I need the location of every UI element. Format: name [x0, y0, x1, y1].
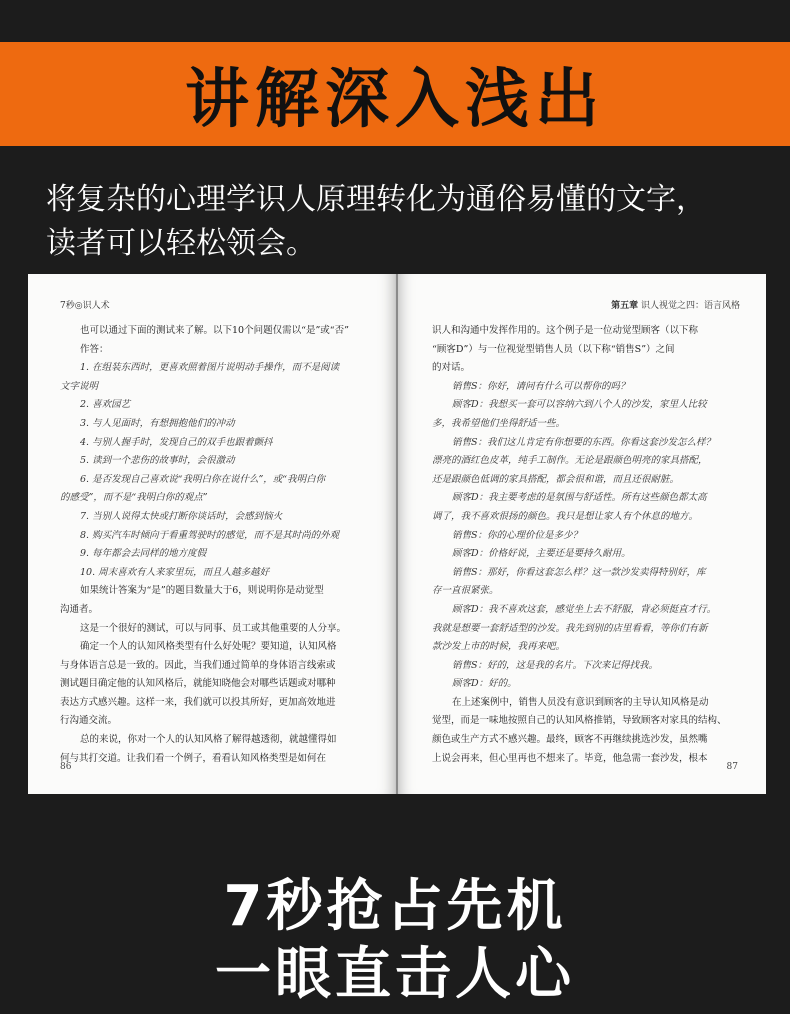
subtitle: [46, 178, 766, 266]
running-head-left: 7秒◎识人术: [60, 301, 110, 311]
subtitle-line-1: 将复杂的心理学识人原理转化为通俗易懂的文字，: [46, 182, 706, 217]
text-line: 多，我希望他们坐得舒适一些。: [432, 417, 566, 429]
text-line: 漂亮的酒红色皮革，纯手工制作。无论是跟颜色明亮的家具搭配，: [432, 455, 708, 467]
page-text-left: [60, 322, 365, 768]
slogan-line-2: 一眼直击人心: [215, 942, 575, 1007]
text-line: 9. 每年都会去同样的地方度假: [80, 548, 207, 560]
text-line: 表达方式感兴趣。这样一来，我们就可以投其所好，更加高效地进: [60, 696, 336, 708]
text-line: 作答：: [80, 343, 109, 355]
text-line: 测试题目确定他的认知风格后，就能知晓他会对哪些话题或对哪种: [60, 678, 336, 690]
text-line: 7. 当别人说得太快或打断你谈话时，会感到恼火: [80, 510, 283, 522]
running-head-right: [432, 298, 740, 322]
text-line: 顾客D：好的。: [452, 678, 517, 690]
open-book-photo: [28, 274, 766, 794]
text-line: “顾客D”）与一位视觉型销售人员（以下称“销售S”）之间: [432, 343, 675, 355]
text-line: 3. 与人见面时，有想拥抱他们的冲动: [80, 417, 235, 429]
slogan-line-1: 7秒抢占先机: [223, 874, 567, 939]
text-line: 存一直很紧张。: [432, 585, 499, 597]
text-line: 1. 在组装东西时，更喜欢照着图片说明动手操作，而不是阅读: [80, 362, 340, 374]
book-page-left: [28, 274, 396, 794]
text-line: 顾客D：我不喜欢这套，感觉坐上去不舒服，背必须挺直才行。: [452, 603, 717, 615]
text-line: 2. 喜欢园艺: [80, 399, 131, 411]
running-head-title: 识人视觉之四：语言风格: [640, 301, 740, 311]
text-line: 总的来说，你对一个人的认知风格了解得越透彻，就越懂得如: [80, 734, 337, 746]
book-page-right: [398, 274, 766, 794]
text-line: 行沟通交流。: [60, 715, 118, 727]
text-line: 上说会再来，但心里再也不想来了。毕竟，他急需一套沙发，根本: [432, 752, 708, 764]
text-line: 顾客D：我主要考虑的是氛围与舒适性。所有这些颜色都太高: [452, 492, 707, 504]
text-line: 销售S：那好，你看这套怎么样？这一款沙发卖得特别好，库: [452, 566, 706, 578]
text-line: 销售S：你的心理价位是多少？: [452, 529, 583, 541]
subtitle-line-2: 读者可以轻松领会。: [46, 226, 316, 261]
text-line: 觉型，而是一味地按照自己的认知风格推销，导致顾客对家具的结构、: [432, 715, 727, 727]
text-line: 8. 购买汽车时倾向于看重驾驶时的感觉，而不是其时尚的外观: [80, 529, 340, 541]
text-line: 还是跟颜色低调的家具搭配，都会很和谐，而且还很耐脏。: [432, 473, 680, 485]
text-line: 我就是想要一套舒适型的沙发。我先到别的店里看看，等你们有新: [432, 622, 708, 634]
text-line: 4. 与别人握手时，发现自己的双手也跟着颤抖: [80, 436, 273, 448]
page-number-left: 86: [60, 762, 72, 772]
text-line: 6. 是否发现自己喜欢说“我明白你在说什么”，或“我明白你: [80, 473, 326, 485]
text-line: 与身体语言总是一致的。因此，当我们通过简单的身体语言线索或: [60, 659, 336, 671]
page-number-right: 87: [726, 762, 738, 772]
text-line: 何与其打交道。让我们看一个例子，看看认知风格类型是如何在: [60, 752, 327, 764]
text-line: 沟通者。: [60, 603, 99, 615]
text-line: 文字说明: [60, 380, 99, 392]
page-text-right: [432, 322, 740, 768]
text-line: 如果统计答案为“是”的题目数量大于6，则说明你是动觉型: [80, 585, 324, 597]
text-line: 款沙发上市的时候，我再来吧。: [432, 641, 566, 653]
banner-title: 讲解深入浅出: [185, 63, 605, 137]
text-line: 识人和沟通中发挥作用的。这个例子是一位动觉型顾客（以下称: [432, 325, 699, 336]
running-head-chapter: 第五章: [611, 301, 639, 311]
text-line: 的感受”，而不是“我明白你的观点”: [60, 492, 208, 504]
text-line: 销售S：你好，请问有什么可以帮你的吗？: [452, 380, 630, 392]
text-line: 这是一个很好的测试，可以与同事、员工或其他重要的人分享。: [80, 622, 347, 634]
text-line: 10. 周末喜欢有人来家里玩，而且人越多越好: [80, 566, 270, 578]
header-banner: [0, 42, 790, 146]
text-line: 顾客D：我想买一套可以容纳六到八个人的沙发，家里人比较: [452, 399, 707, 411]
text-line: 也可以通过下面的测试来了解。以下10个问题仅需以“是”或“否”: [80, 325, 350, 336]
text-line: 销售S：好的，这是我的名片。下次来记得找我。: [452, 659, 659, 671]
text-line: 在上述案例中，销售人员没有意识到顾客的主导认知风格是动: [452, 696, 709, 708]
text-line: 销售S：我们这儿肯定有你想要的东西。你看这套沙发怎么样？: [452, 436, 716, 448]
text-line: 的对话。: [432, 362, 471, 374]
text-line: 颜色或生产方式不感兴趣。最终，顾客不再继续挑选沙发，虽然嘴: [432, 734, 708, 746]
text-line: 确定一个人的认知风格类型有什么好处呢？要知道，认知风格: [80, 641, 337, 653]
text-line: 5. 读到一个悲伤的故事时，会很激动: [80, 455, 235, 467]
text-line: 顾客D：价格好说，主要还是要持久耐用。: [452, 548, 631, 560]
text-line: 调了，我不喜欢很扬的颜色。我只是想让家人有个休息的地方。: [432, 510, 699, 522]
